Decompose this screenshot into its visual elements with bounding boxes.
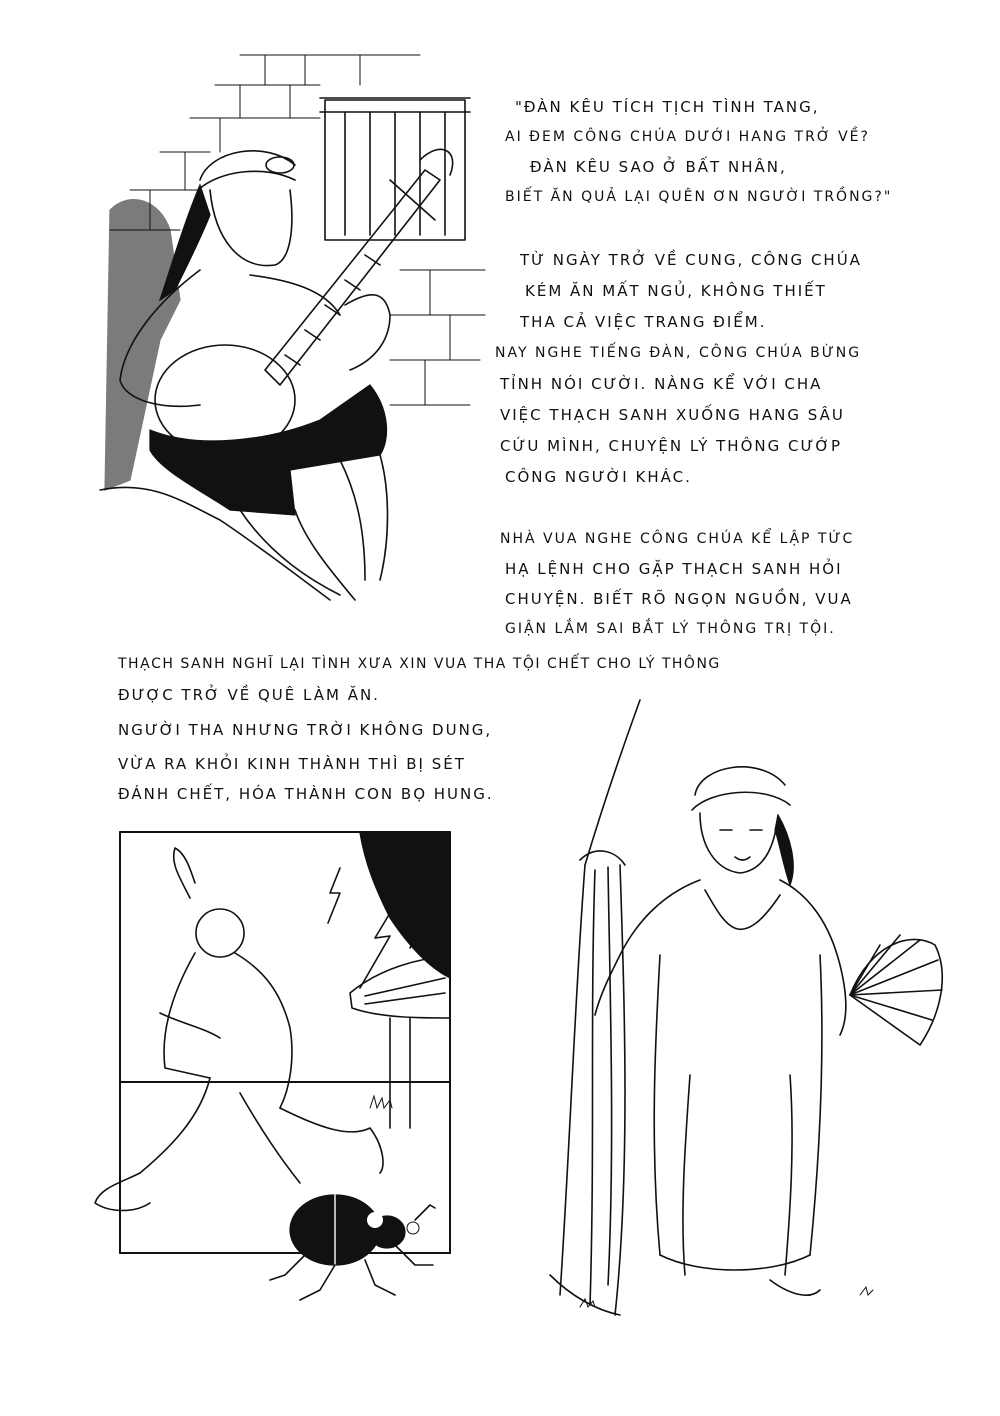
princess-with-fan-illustration — [540, 695, 960, 1320]
floor-grass — [580, 1287, 873, 1307]
poem-line: "ĐÀN KÊU TÍCH TỊCH TÌNH TANG, — [515, 98, 820, 116]
narration-paragraph — [495, 253, 955, 493]
paragraph-line: ĐÁNH CHẾT, HÓA THÀNH CON BỌ HUNG. — [118, 785, 494, 803]
paragraph-line: ĐƯỢC TRỞ VỀ QUÊ LÀM ĂN. — [118, 686, 380, 704]
princess-head — [692, 767, 793, 885]
paragraph-line: THA CẢ VIỆC TRANG ĐIỂM. — [520, 313, 767, 331]
right-hand — [345, 295, 390, 370]
trousers — [150, 385, 387, 515]
poem-line: BIẾT ĂN QUẢ LẠI QUÊN ƠN NGƯỜI TRỒNG?" — [505, 189, 893, 205]
rock-seat — [100, 487, 330, 600]
paragraph-line: CHUYỆN. BIẾT RÕ NGỌN NGUỒN, VUA — [505, 590, 853, 608]
paragraph-line: TỪ NGÀY TRỞ VỀ CUNG, CÔNG CHÚA — [520, 251, 862, 269]
paragraph-line: GIẬN LẮM SAI BẮT LÝ THÔNG TRỊ TỘI. — [505, 621, 836, 637]
paragraph-line: VIỆC THẠCH SANH XUỐNG HANG SÂU — [500, 406, 845, 424]
narration-paragraph — [495, 532, 955, 642]
pagoda-roof — [350, 956, 450, 1128]
paragraph-line: HẠ LỆNH CHO GẶP THẠCH SANH HỎI — [505, 560, 843, 578]
paragraph-line: VỪA RA KHỎI KINH THÀNH THÌ BỊ SÉT — [118, 755, 466, 773]
left-leg — [240, 510, 340, 595]
paragraph-line: NAY NGHE TIẾNG ĐÀN, CÔNG CHÚA BỪNG — [495, 345, 862, 361]
face — [210, 190, 292, 266]
princess-dress — [595, 880, 846, 1295]
paragraph-line: NGƯỜI THA NHƯNG TRỜI KHÔNG DUNG, — [118, 721, 493, 739]
paragraph-line: CÔNG NGƯỜI KHÁC. — [505, 468, 692, 486]
paragraph-line: TỈNH NÓI CƯỜI. NÀNG KỂ VỚI CHA — [500, 375, 823, 393]
dung-beetle-icon — [265, 1180, 440, 1310]
poem — [505, 100, 995, 215]
paragraph-line: KÉM ĂN MẤT NGỦ, KHÔNG THIẾT — [525, 282, 827, 300]
headband — [200, 151, 295, 180]
paragraph-line: THẠCH SANH NGHĨ LẠI TÌNH XƯA XIN VUA THA TỘI CHẾT CHO LÝ THÔNG — [118, 656, 721, 672]
hand-fan — [850, 935, 942, 1045]
barred-window — [320, 98, 470, 240]
musician-with-lute-illustration — [90, 40, 490, 610]
shoulder — [250, 275, 340, 315]
lute-neck — [265, 149, 453, 385]
grass — [370, 1096, 392, 1108]
poem-line: AI ĐEM CÔNG CHÚA DƯỚI HANG TRỞ VỀ? — [505, 129, 870, 145]
paragraph-line: CỨU MÌNH, CHUYỆN LÝ THÔNG CƯỚP — [500, 437, 843, 455]
frightened-man — [95, 848, 383, 1211]
storm-clouds — [360, 833, 450, 978]
paragraph-line: NHÀ VUA NGHE CÔNG CHÚA KỂ LẬP TỨC — [500, 531, 855, 547]
poem-line: ĐÀN KÊU SAO Ở BẤT NHÂN, — [530, 158, 787, 176]
curtain — [550, 700, 640, 1315]
right-leg — [340, 460, 365, 580]
